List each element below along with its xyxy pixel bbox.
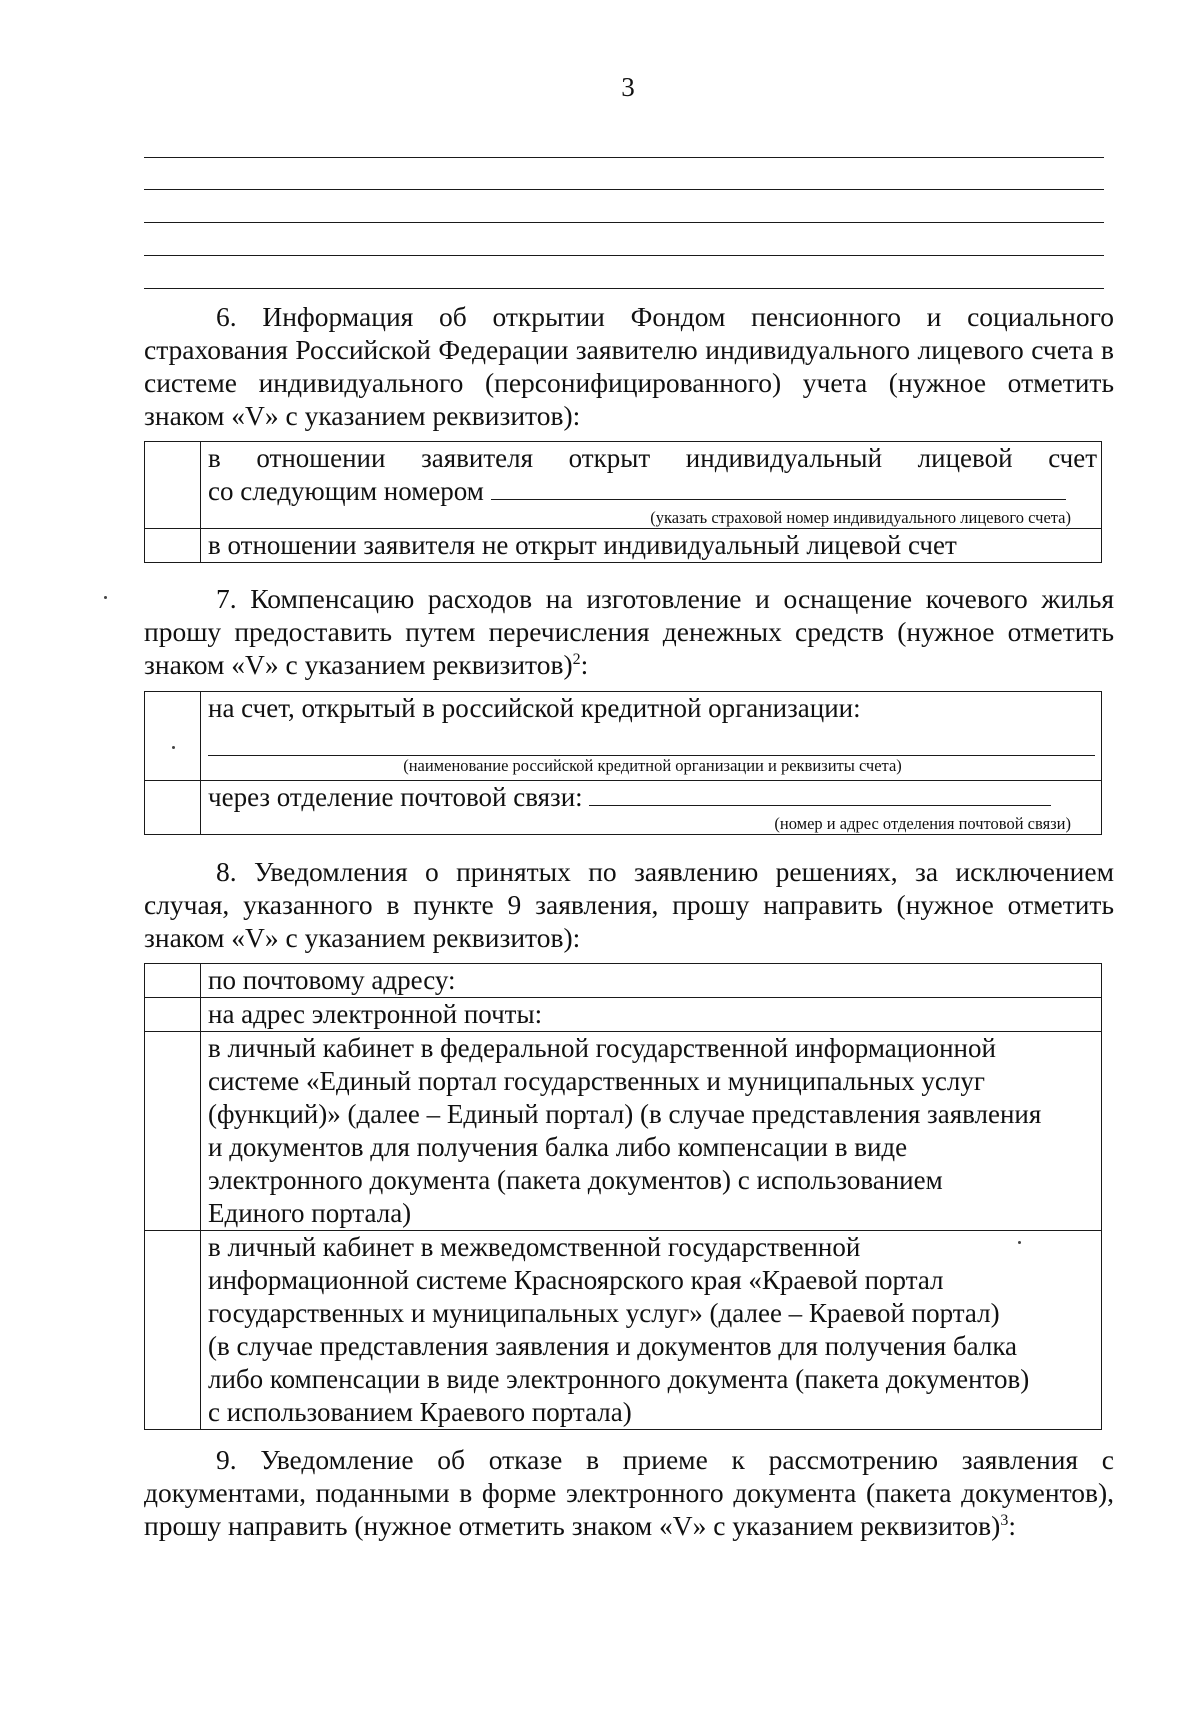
section-6-option-2-checkbox[interactable]	[145, 529, 201, 563]
section-8-option-1	[145, 964, 1102, 998]
section-7-option-2-checkbox[interactable]	[145, 781, 201, 835]
snils-input-line[interactable]	[491, 475, 1066, 500]
section-7-option-1	[145, 692, 1102, 781]
scan-speck-1	[104, 596, 107, 599]
section-6-option-1-line2-label: со следующим номером	[208, 476, 484, 506]
section-8-option-3-line-6: Единого портала)	[208, 1198, 412, 1228]
section-7-option-1-hint: (наименование российской кредитной организации и реквизиты счета)	[403, 756, 902, 775]
section-8-option-4-line-5: либо компенсации в виде электронного документа (пакета документов)	[208, 1364, 1030, 1394]
section-6-option-1	[145, 442, 1102, 529]
blank-line-4	[144, 255, 1104, 256]
section-8-paragraph	[144, 855, 1114, 954]
section-7-option-2	[145, 781, 1102, 835]
section-8-option-4-cell	[201, 1231, 1102, 1430]
section-6-text: Информация об открытии Фондом пенсионного и социального страхования Российской Федерации заявителю индивидуального лицевого счета в системе индивидуального (персонифицированного) учета (нужное отметить знаком «V» с указанием реквизитов):	[144, 301, 1114, 431]
section-8-option-3	[145, 1032, 1102, 1231]
section-6-option-2-text: в отношении заявителя не открыт индивидуальный лицевой счет	[201, 529, 1102, 563]
section-8-option-4-line-4: (в случае представления заявления и документов для получения балка	[208, 1331, 1018, 1361]
bank-details-input-line[interactable]	[208, 725, 1095, 756]
section-7-option-2-cell	[201, 781, 1102, 835]
section-8-option-3-line-2: системе «Единый портал государственных и муниципальных услуг	[208, 1066, 985, 1096]
section-8-number: 8.	[216, 856, 237, 887]
blank-line-5	[144, 288, 1104, 289]
section-7-option-2-line	[208, 781, 1097, 814]
section-8-option-1-text: по почтовому адресу:	[201, 964, 1102, 998]
section-8-option-4-line-3: государственных и муниципальных услуг» (далее – Краевой портал)	[208, 1298, 1000, 1328]
section-7-paragraph	[144, 582, 1114, 681]
section-6-option-1-line1: в отношении заявителя открыт индивидуальный лицевой счет	[208, 443, 1097, 473]
section-7-options	[144, 691, 1102, 835]
section-9-number: 9.	[216, 1444, 237, 1475]
section-8-option-4-line-1: в личный кабинет в межведомственной государственной	[208, 1232, 861, 1262]
section-6-option-1-hint: (указать страховой номер индивидуального лицевого счета)	[650, 508, 1071, 527]
section-7-option-2-text: через отделение почтовой связи:	[208, 782, 583, 812]
section-7-option-2-hint: (номер и адрес отделения почтовой связи)	[774, 814, 1071, 833]
section-6-option-1-line2	[208, 475, 1097, 508]
section-6-options	[144, 441, 1102, 563]
section-8-options	[144, 963, 1102, 1430]
section-9-paragraph	[144, 1443, 1114, 1542]
section-7-option-1-text: на счет, открытый в российской кредитной организации:	[208, 693, 861, 723]
section-7-footnote: 2	[572, 650, 581, 668]
section-8-option-4-line-2: информационной системе Красноярского края «Краевой портал	[208, 1265, 944, 1295]
section-7-option-1-checkbox[interactable]	[145, 692, 201, 781]
section-6-number: 6.	[216, 301, 237, 332]
section-8-option-2	[145, 998, 1102, 1032]
page-number: 3	[621, 72, 635, 102]
blank-line-3	[144, 222, 1104, 223]
scan-speck-2	[172, 746, 175, 749]
section-7-suffix: :	[580, 649, 589, 680]
section-8-text: Уведомления о принятых по заявлению решениях, за исключением случая, указанного в пункте 9 заявления, прошу направить (нужное отметить знаком «V» с указанием реквизитов):	[144, 856, 1114, 953]
section-8-option-1-checkbox[interactable]	[145, 964, 201, 998]
section-6-option-1-checkbox[interactable]	[145, 442, 201, 529]
section-6-paragraph	[144, 300, 1114, 432]
section-8-option-3-cell	[201, 1032, 1102, 1231]
blank-line-2	[144, 189, 1104, 190]
section-8-option-2-checkbox[interactable]	[145, 998, 201, 1032]
section-8-option-3-line-5: электронного документа (пакета документов) с использованием	[208, 1165, 943, 1195]
section-8-option-2-text: на адрес электронной почты:	[201, 998, 1102, 1032]
section-8-option-4-line-6: с использованием Краевого портала)	[208, 1397, 632, 1427]
section-7-number: 7.	[216, 583, 237, 614]
section-7-text: Компенсацию расходов на изготовление и оснащение кочевого жилья прошу предоставить путем перечисления денежных средств (нужное отметить знаком «V» с указанием реквизитов)	[144, 583, 1115, 680]
section-6-option-2	[145, 529, 1102, 563]
section-8-option-3-line-3: (функций)» (далее – Единый портал) (в случае представления заявления	[208, 1099, 1042, 1129]
section-8-option-4-checkbox[interactable]	[145, 1231, 201, 1430]
section-9-suffix: :	[1008, 1510, 1016, 1541]
section-8-option-3-line-4: и документов для получения балка либо компенсации в виде	[208, 1132, 908, 1162]
blank-line-1	[144, 157, 1104, 158]
section-8-option-4	[145, 1231, 1102, 1430]
scan-speck-3	[1018, 1241, 1021, 1244]
section-9-text: Уведомление об отказе в приеме к рассмотрению заявления с документами, поданными в форме электронного документа (пакета документов), прошу направить (нужное отметить знаком «V» с указанием реквизитов)	[144, 1444, 1115, 1541]
section-9-footnote: 3	[1000, 1511, 1009, 1529]
post-office-input-line[interactable]	[589, 781, 1051, 806]
section-7-option-1-cell	[201, 692, 1102, 781]
section-8-option-3-checkbox[interactable]	[145, 1032, 201, 1231]
section-8-option-3-line-1: в личный кабинет в федеральной государственной информационной	[208, 1033, 996, 1063]
section-6-option-1-cell	[201, 442, 1102, 529]
